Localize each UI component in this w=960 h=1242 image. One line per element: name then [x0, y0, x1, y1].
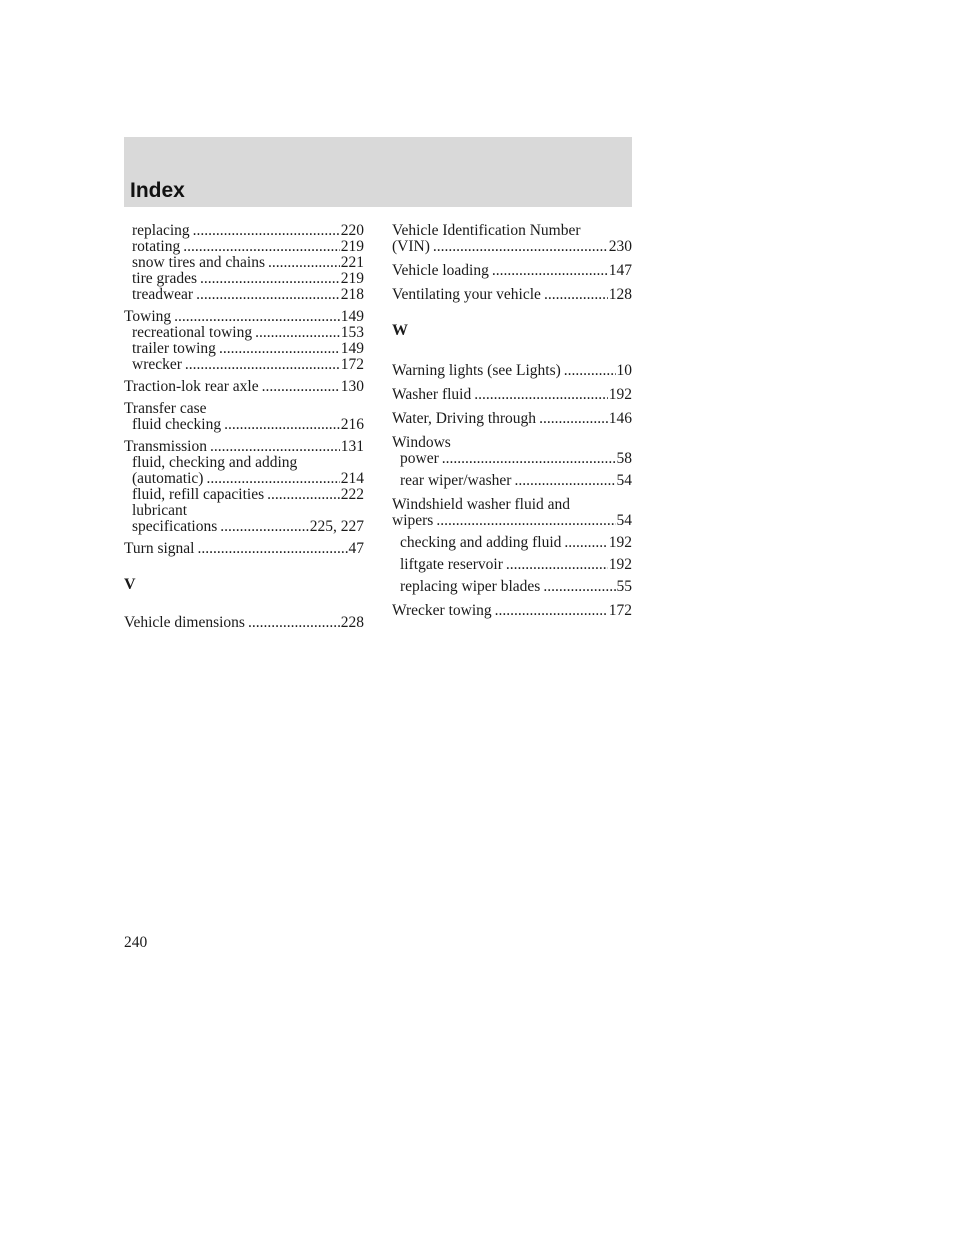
- index-entry: (automatic) ..... 214: [132, 471, 364, 487]
- index-entry-transmission: Transmission ..... 131: [124, 439, 364, 455]
- index-entry-vin: Vehicle Identification Number: [392, 222, 581, 239]
- section-letter-w: W: [392, 322, 408, 339]
- index-entry-transfer-case: Transfer case: [124, 400, 207, 417]
- index-entry-towing: Towing ..... 149: [124, 309, 364, 325]
- index-entry: trailer towing ..... 149: [132, 341, 364, 357]
- index-entry-wrecker-towing: Wrecker towing ..... 172: [392, 603, 632, 619]
- index-entry-windows: Windows: [392, 434, 451, 451]
- index-entry-vehicle-loading: Vehicle loading ..... 147: [392, 263, 632, 279]
- index-entry: checking and adding fluid ..... 192: [400, 535, 632, 551]
- index-entry: fluid checking ..... 216: [132, 417, 364, 433]
- index-entry-traction: Traction-lok rear axle ..... 130: [124, 379, 364, 395]
- index-entry: rotating ..... 219: [132, 239, 364, 255]
- index-entry-windshield: Windshield washer fluid and: [392, 496, 571, 513]
- index-entry-turn-signal: Turn signal ..... 47: [124, 541, 364, 557]
- page-number: 240: [124, 934, 148, 951]
- index-entry: replacing ..... 220: [132, 223, 364, 239]
- index-entry-windshield-cont: wipers ..... 54: [392, 513, 632, 529]
- index-entry: rear wiper/washer ..... 54: [400, 473, 632, 489]
- index-entry: replacing wiper blades ..... 55: [400, 579, 632, 595]
- index-entry: specifications ..... 225, 227: [132, 519, 364, 535]
- index-entry-water: Water, Driving through ..... 146: [392, 411, 632, 427]
- index-entry-ventilating: Ventilating your vehicle ..... 128: [392, 287, 632, 303]
- index-entry-warning-lights: Warning lights (see Lights) ..... 10: [392, 363, 632, 379]
- index-entry-vin-cont: (VIN) ..... 230: [392, 239, 632, 255]
- index-column-right: [392, 223, 632, 619]
- section-letter-v: V: [124, 576, 136, 593]
- index-entry: lubricant: [132, 502, 188, 519]
- index-entry: recreational towing ..... 153: [132, 325, 364, 341]
- index-column-left: [124, 223, 364, 631]
- index-entry: fluid, checking and adding: [132, 454, 298, 471]
- index-entry: power ..... 58: [400, 451, 632, 467]
- index-entry: tire grades ..... 219: [132, 271, 364, 287]
- index-entry: liftgate reservoir ..... 192: [400, 557, 632, 573]
- index-entry: treadwear ..... 218: [132, 287, 364, 303]
- index-entry-washer-fluid: Washer fluid ..... 192: [392, 387, 632, 403]
- index-entry: wrecker ..... 172: [132, 357, 364, 373]
- index-entry: snow tires and chains ..... 221: [132, 255, 364, 271]
- index-entry-vehicle-dimensions: Vehicle dimensions ..... 228: [124, 615, 364, 631]
- header-band: [124, 137, 632, 207]
- index-entry: fluid, refill capacities ..... 222: [132, 487, 364, 503]
- page-title: Index: [130, 179, 185, 202]
